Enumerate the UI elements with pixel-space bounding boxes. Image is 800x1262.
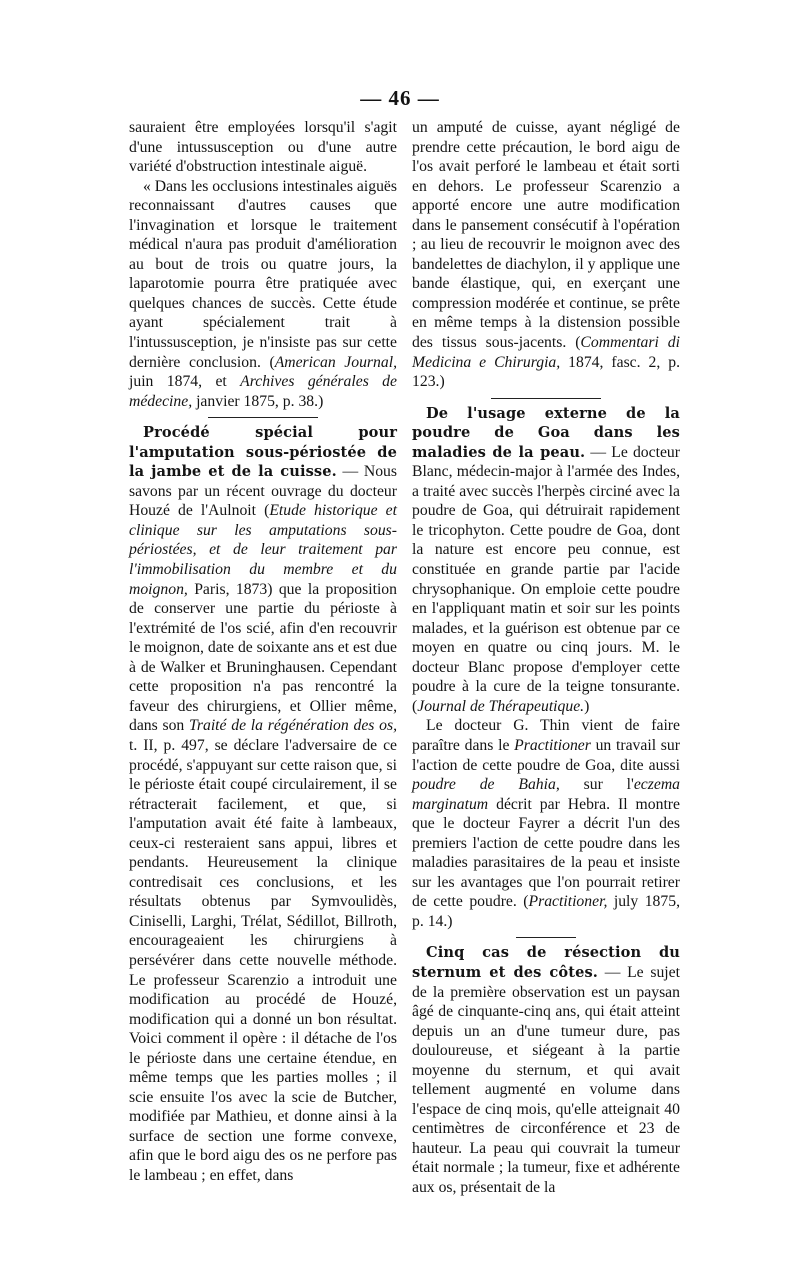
page-number: — 46 — <box>360 86 440 110</box>
paragraph-text: sur l' <box>559 776 634 794</box>
citation: Commentari di Medicina e Chirurgia, <box>412 334 680 371</box>
paragraph-text: un travail sur l'action de cette poudre de Goa, dite aussi <box>412 736 680 774</box>
citation: Archives générales de médecine, <box>129 373 397 410</box>
paragraph-text: un amputé de cuisse, ayant négligé de prendre cette précaution, le bord aigu de l'os avait perforé le lambeau et était sorti en dehors. Le professeur Scarenzio a apporté encore une autre modification dans le pansement consécutif à l'opération ; au lieu de recouvrir le moignon avec des bandelettes de diachylon, il y applique une bande élastique, qui, en exerçant une compression modérée et continue, se prête en même temps à la distension possible des tissus sous-jacents. ( <box>412 119 680 352</box>
paragraph-text: — Nous savons par un récent ouvrage du docteur Houzé de l'Aulnoit ( <box>129 463 397 520</box>
article <box>412 404 680 717</box>
paragraph-text: july 1875, p. 14.) <box>412 893 680 930</box>
paragraph-text: Le docteur G. Thin vient de faire paraître dans le <box>412 717 680 754</box>
article <box>412 943 680 1197</box>
paragraph-text: « Dans les occlusions intestinales aiguës reconnaissant d'autres causes que l'invagination et lorsque le traitement médical n'aura pas produit d'amélioration au bout de trois ou quatre jours, la laparotomie pourra être pratiquée avec quelques chances de succès. Cette étude ayant spécialement trait à l'intussusception, je n'insiste pas sur cette dernière conclusion. ( <box>129 177 398 371</box>
paragraph <box>412 716 680 931</box>
paragraph <box>129 118 397 177</box>
term: poudre de Bahia, <box>412 776 560 794</box>
paragraph-text: décrit par Hebra. Il montre que le docteur Fayrer a décrit l'un des premiers l'action de cette poudre dans les maladies parasitaires de la peau et insiste sur les avantages que l'on pourrait retirer de cette poudre. ( <box>412 795 680 911</box>
citation: Traité de la régénération des os, <box>189 717 397 735</box>
paragraph-text: sauraient être employées lorsqu'il s'agit d'une intussusception ou d'une autre variété d'obstruction intestinale aiguë. <box>129 119 397 176</box>
paragraph <box>412 118 680 392</box>
section-rule <box>208 417 318 418</box>
article-heading: Procédé spécial pour l'amputation sous-périostée de la jambe et de la cuisse. <box>129 424 397 481</box>
citation: Practitioner <box>514 736 591 754</box>
paragraph-text: juin 1874, et <box>129 373 241 391</box>
paragraph-text: Paris, 1873) que la proposition de conserver une partie du périoste à l'extrémité de l'os scié, afin d'en recouvrir le moignon, date de soixante ans et est due à de Walker et Bruninghausen. Cependant cette proposition n'a pas rencontré la faveur des chirurgiens, et Ollier même, dans son <box>129 580 397 735</box>
paragraph <box>129 177 397 412</box>
paragraph-text: ) <box>584 697 590 715</box>
citation: Practitioner, <box>528 893 608 911</box>
paragraph-text: t. II, p. 497, se déclare l'adversaire de ce procédé, s'appuyant sur cette raison que, si le périoste était coupé circulairement, il se rétracterait facilement, et que, si l'amputation avait été faite à lambeaux, ceux-ci resteraient sans appui, libres et pendants. Heureusement la clinique contredisait ces conclusions, et les résultats obtenus par Symvoulidès, Ciniselli, Larghi, Trélat, Sédillot, Billroth, encourageaient les chirurgiens à persévérer dans cette nouvelle méthode. Le professeur Scarenzio a introduit une modification au procédé de Houzé, modification qui a donné un bon résultat. Voici comment il opère : il détache de l'os le périoste dans une certaine étendue, en même temps que les parties molles ; il scie ensuite l'os avec la scie de Butcher, modifiée par Mathieu, et donne ainsi à la surface de section une forme convexe, afin que le bord aigu des os ne perfore pas le lambeau ; en effet, dans <box>129 736 397 1184</box>
citation: Etude historique et clinique sur les amputations sous-périostées, et de leur traitement par l'immobilisation du membre et du moignon, <box>129 502 397 598</box>
section-rule <box>516 937 576 938</box>
left-column <box>129 118 397 1186</box>
section-rule <box>491 398 601 399</box>
article-heading: De l'usage externe de la poudre de Goa dans les maladies de la peau. <box>412 404 680 461</box>
article <box>129 423 397 1185</box>
term: eczema marginatum <box>412 776 680 813</box>
article-heading: Cinq cas de résection du sternum et des côtes. <box>412 944 680 981</box>
paragraph-text: — Le docteur Blanc, médecin-major à l'armée des Indes, a traité avec succès l'herpès circiné avec la poudre de Goa, qui détruirait rapidement le tricophyton. Cette poudre de Goa, dont la nature est encore peu connue, est constituée en grande partie par l'acide chrysophanique. On emploie cette poudre en l'appliquant matin et soir sur les points malades, et la guérison est obtenue par ce moyen en quatre ou cinq jours. M. le docteur Blanc propose d'employer cette poudre à la cure de la teigne tonsurante. ( <box>412 443 680 715</box>
paragraph-text: janvier 1875, p. 38.) <box>192 392 324 410</box>
citation: Journal de Thérapeutique. <box>417 697 585 715</box>
paragraph-text: — Le sujet de la première observation est un paysan âgé de cinquante-cinq ans, qui était atteint depuis un an d'une tumeur dure, pas douloureuse, et siégeant à la partie moyenne du sternum, et qui avait tellement augmenté en volume dans l'espace de cinq mois, qu'elle atteignait 40 centimètres de circonférence et 23 de hauteur. La peau qui couvrait la tumeur était normale ; la tumeur, fixe et adhérente aux os, présentait de la <box>412 963 680 1196</box>
citation: American Journal, <box>274 353 397 371</box>
paragraph-text: 1874, fasc. 2, p. 123.) <box>412 353 680 391</box>
right-column <box>412 118 680 1198</box>
